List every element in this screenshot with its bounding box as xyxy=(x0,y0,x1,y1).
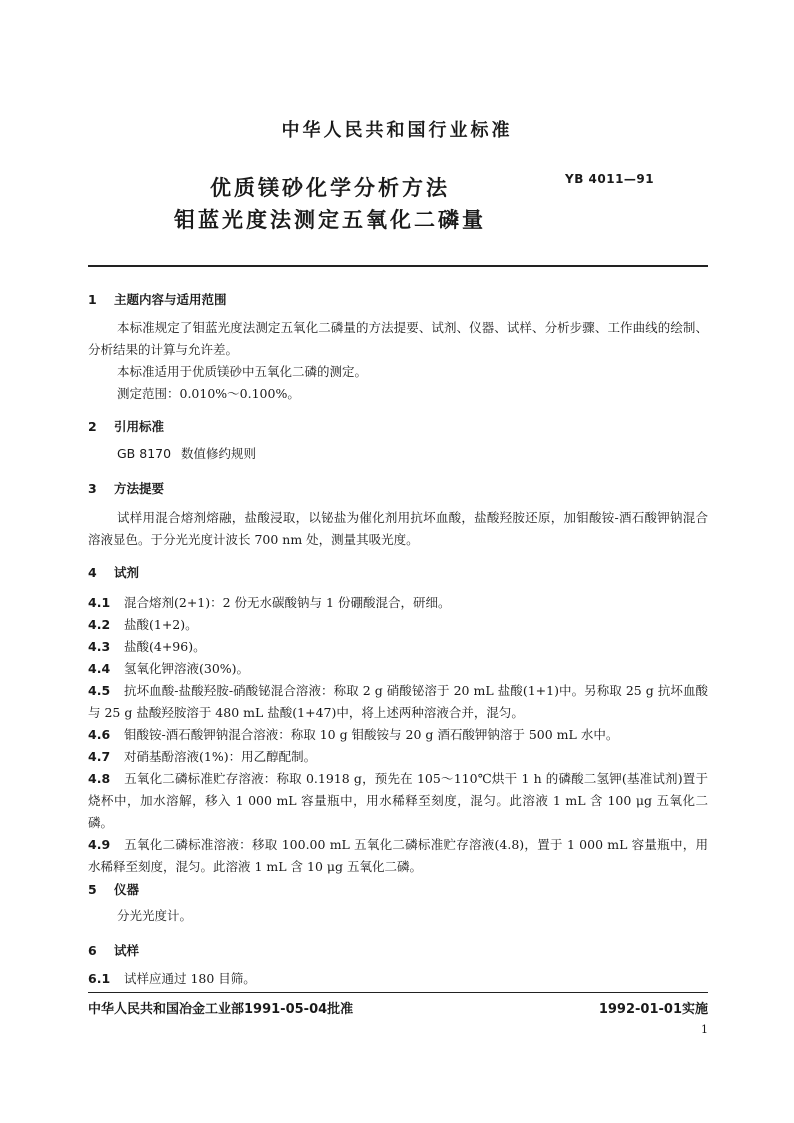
item-number: 4.6 xyxy=(88,727,111,742)
section-3-heading xyxy=(88,479,164,497)
section-6-heading xyxy=(88,941,139,959)
referenced-standard xyxy=(117,444,256,462)
item-number: 4.9 xyxy=(88,837,111,852)
section-4-heading xyxy=(88,563,139,581)
section-5-heading xyxy=(88,880,139,898)
section-title: 主题内容与适用范围 xyxy=(114,292,227,307)
reagent-item xyxy=(88,614,708,636)
section-1-heading xyxy=(88,290,227,308)
item-number: 6.1 xyxy=(88,971,111,986)
item-number: 4.4 xyxy=(88,661,111,676)
approval-line: 中华人民共和国冶金工业部1991-05-04批准 xyxy=(88,1002,354,1017)
document-title-line2: 钼蓝光度法测定五氧化二磷量 xyxy=(174,208,486,232)
item-number: 4.1 xyxy=(88,595,111,610)
item-number: 4.8 xyxy=(88,771,111,786)
item-number: 4.7 xyxy=(88,749,111,764)
reagent-item xyxy=(88,680,708,724)
header-rule xyxy=(88,265,708,267)
section-title: 仪器 xyxy=(114,882,140,897)
item-text: 盐酸(1+2)。 xyxy=(124,617,198,632)
section-title: 方法提要 xyxy=(114,481,165,496)
reagent-item xyxy=(88,768,708,834)
ref-code: GB 8170 xyxy=(117,446,172,461)
section-title: 引用标准 xyxy=(114,419,165,434)
reagent-item xyxy=(88,636,708,658)
national-standard-title: 中华人民共和国行业标准 xyxy=(281,120,513,141)
reagent-item xyxy=(88,592,708,614)
section-5-para-1: 分光光度计。 xyxy=(117,908,193,923)
item-text: 混合熔剂(2+1)：2 份无水碳酸钠与 1 份硼酸混合，研细。 xyxy=(124,595,451,610)
item-text: 盐酸(4+96)。 xyxy=(124,639,206,654)
page-number: 1 xyxy=(701,1023,708,1036)
standard-code: YB 4011—91 xyxy=(565,172,655,186)
section-2-heading xyxy=(88,417,164,435)
section-number: 5 xyxy=(88,882,97,897)
item-text: 五氧化二磷标准溶液：移取 100.00 mL 五氧化二磷标准贮存溶液(4.8)，置于 1 000 mL 容量瓶中，用水稀释至刻度，混匀。此溶液 1 mL 含 10 μg 五氧化二磷。 xyxy=(88,837,708,874)
item-number: 4.2 xyxy=(88,617,111,632)
item-text: 对硝基酚溶液(1%)：用乙醇配制。 xyxy=(124,749,317,764)
section-1-para-3: 测定范围：0.010%～0.100%。 xyxy=(117,386,300,401)
section-number: 2 xyxy=(88,419,97,434)
item-text: 钼酸铵-酒石酸钾钠混合溶液：称取 10 g 钼酸铵与 20 g 酒石酸钾钠溶于 500 mL 水中。 xyxy=(124,727,619,742)
section-3-para-1: 试样用混合熔剂熔融，盐酸浸取，以铋盐为催化剂用抗坏血酸，盐酸羟胺还原，加钼酸铵-酒石酸钾钠混合溶液显色。于分光光度计波长 700 nm 处，测量其吸光度。 xyxy=(88,510,708,547)
reagent-item xyxy=(88,746,708,768)
footer-rule xyxy=(88,992,708,993)
item-text: 抗坏血酸-盐酸羟胺-硝酸铋混合溶液：称取 2 g 硝酸铋溶于 20 mL 盐酸(1+1)中。另称取 25 g 抗坏血酸与 25 g 盐酸羟胺溶于 480 mL 盐酸(1+47)中，将上述两种溶液合并，混匀。 xyxy=(88,683,708,720)
item-text: 试样应通过 180 目筛。 xyxy=(124,971,256,986)
item-text: 氢氧化钾溶液(30%)。 xyxy=(124,661,250,676)
sample-item xyxy=(88,968,708,990)
reagent-item xyxy=(88,658,708,680)
implementation-date: 1992-01-01实施 xyxy=(598,1002,708,1017)
reagent-item xyxy=(88,724,708,746)
section-number: 3 xyxy=(88,481,97,496)
section-number: 1 xyxy=(88,292,97,307)
ref-title: 数值修约规则 xyxy=(181,446,257,461)
item-number: 4.3 xyxy=(88,639,111,654)
section-number: 4 xyxy=(88,565,97,580)
section-title: 试剂 xyxy=(114,565,140,580)
item-text: 五氧化二磷标准贮存溶液：称取 0.1918 g，预先在 105～110℃烘干 1 h 的磷酸二氢钾(基准试剂)置于烧杯中，加水溶解，移入 1 000 mL 容量瓶中，用水稀释至刻度，混匀。此溶液 1 mL 含 100 μg 五氧化二磷。 xyxy=(88,771,708,830)
reagent-item xyxy=(88,834,708,878)
section-1-para-2: 本标准适用于优质镁砂中五氧化二磷的测定。 xyxy=(117,364,368,379)
section-title: 试样 xyxy=(114,943,140,958)
item-number: 4.5 xyxy=(88,683,111,698)
section-number: 6 xyxy=(88,943,97,958)
section-1-para-1: 本标准规定了钼蓝光度法测定五氧化二磷量的方法提要、试剂、仪器、试样、分析步骤、工作曲线的绘制、分析结果的计算与允许差。 xyxy=(88,320,708,357)
document-title-line1: 优质镁砂化学分析方法 xyxy=(210,176,450,200)
